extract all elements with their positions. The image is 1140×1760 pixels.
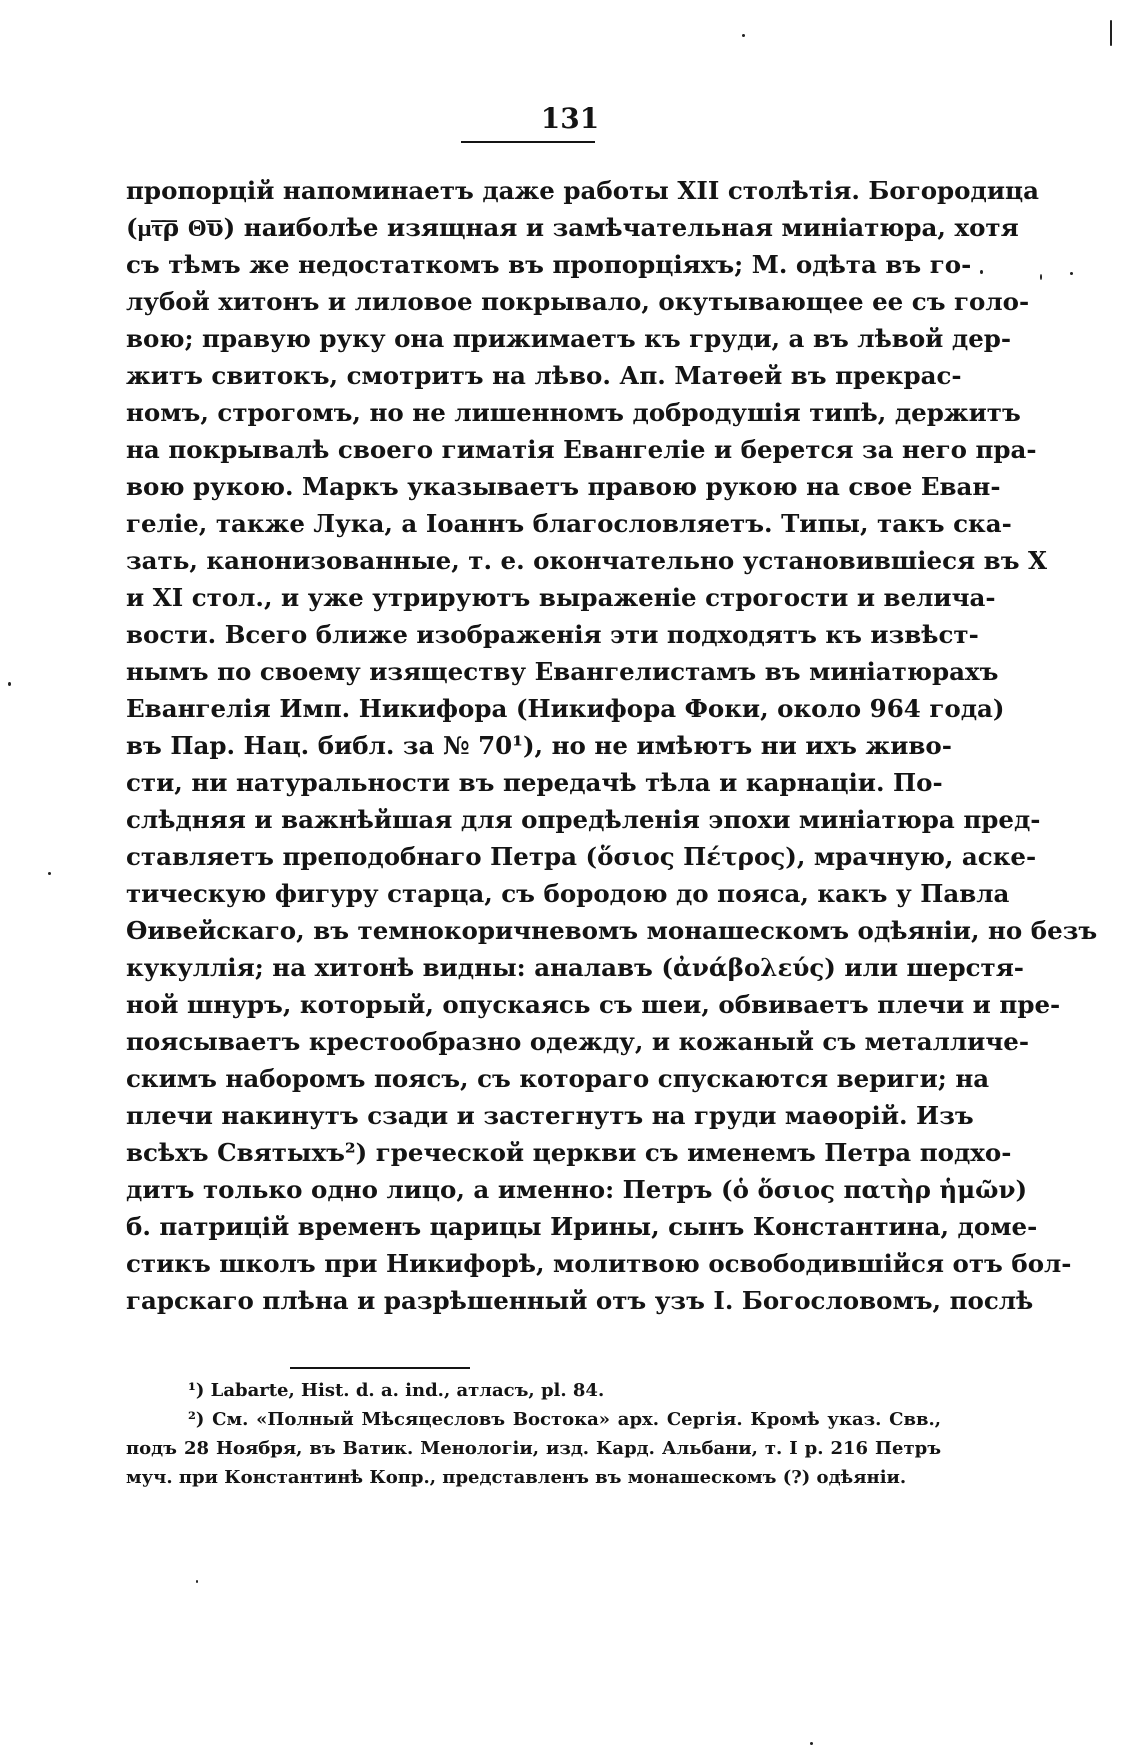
body-line: (μ͞τ͞ρ Θ͞υ) наиболѣе изящная и замѣчательная миніатюра, хотя: [126, 213, 1019, 242]
scan-speck: [48, 872, 51, 875]
body-line: на покрывалѣ своего гиматія Евангеліе и берется за него пра-: [126, 435, 1037, 464]
body-line: житъ свитокъ, смотритъ на лѣво. Ап. Матѳей въ прекрас-: [126, 361, 962, 390]
scan-speck: [8, 682, 11, 686]
scan-speck: [980, 270, 983, 274]
body-line: тическую фигуру старца, съ бородою до пояса, какъ у Павла: [126, 879, 1010, 908]
page-number-underline: [461, 141, 595, 143]
page-number: 131: [540, 102, 600, 135]
body-line: гарскаго плѣна и разрѣшенный отъ узъ І. Богословомъ, послѣ: [126, 1286, 1034, 1315]
scan-speck: [1040, 274, 1042, 280]
body-line: всѣхъ Святыхъ²) греческой церкви съ именемъ Петра подхо-: [126, 1138, 1012, 1167]
body-line: и XI стол., и уже утрируютъ выраженіе строгости и велича-: [126, 583, 996, 612]
body-line: пропорцій напоминаетъ даже работы XII столѣтія. Богородица: [126, 176, 1039, 205]
footnote-2-continued: подъ 28 Ноября, въ Ватик. Менологіи, изд. Кард. Альбани, т. I р. 216 Петръ: [126, 1438, 941, 1459]
body-line: геліе, также Лука, а Іоаннъ благословляетъ. Типы, такъ ска-: [126, 509, 1012, 538]
scan-speck: [1110, 20, 1112, 46]
body-line: плечи накинутъ сзади и застегнутъ на груди маѳорій. Изъ: [126, 1101, 974, 1130]
body-line: кукуллія; на хитонѣ видны: аналавъ (ἀνάβολεύς) или шерстя-: [126, 953, 1024, 982]
scan-speck: [810, 1742, 813, 1745]
body-line: лубой хитонъ и лиловое покрывало, окутывающее ее съ голо-: [126, 287, 1030, 316]
body-line: стикъ школъ при Никифорѣ, молитвою освободившійся отъ бол-: [126, 1249, 1072, 1278]
body-line: зать, канонизованные, т. е. окончательно установившіеся въ X: [126, 546, 1048, 575]
body-line: номъ, строгомъ, но не лишенномъ добродушія типѣ, держитъ: [126, 398, 1021, 427]
scan-speck: [1070, 272, 1073, 275]
scan-speck: [742, 34, 745, 37]
footnote-2: ²) См. «Полный Мѣсяцесловъ Востока» арх. Сергія. Кромѣ указ. Свв.,: [188, 1409, 941, 1430]
footnote-2-continued: муч. при Константинѣ Копр., представленъ въ монашескомъ (?) одѣяніи.: [126, 1467, 907, 1488]
body-line: Евангелія Имп. Никифора (Никифора Фоки, около 964 года): [126, 694, 1005, 723]
body-line: сти, ни натуральности въ передачѣ тѣла и карнаціи. По-: [126, 768, 943, 797]
footnote-1: ¹) Labarte, Hist. d. a. ind., атласъ, pl. 84.: [188, 1380, 605, 1401]
body-line: въ Пар. Нац. библ. за № 70¹), но не имѣютъ ни ихъ живо-: [126, 731, 952, 760]
body-line: ставляетъ преподобнаго Петра (ὅσιος Πέτρος), мрачную, аске-: [126, 842, 1037, 871]
body-line: б. патрицій временъ царицы Ирины, сынъ Константина, доме-: [126, 1212, 1038, 1241]
body-line: поясываетъ крестообразно одежду, и кожаный съ металличе-: [126, 1027, 1030, 1056]
body-line: вости. Всего ближе изображенія эти подходятъ къ извѣст-: [126, 620, 979, 649]
body-line: скимъ наборомъ поясъ, съ котораго спускаются вериги; на: [126, 1064, 990, 1093]
body-line: вою; правую руку она прижимаетъ къ груди, а въ лѣвой дер-: [126, 324, 1012, 353]
body-line: вою рукою. Маркъ указываетъ правою рукою на свое Еван-: [126, 472, 1001, 501]
body-line: съ тѣмъ же недостаткомъ въ пропорціяхъ; М. одѣта въ го-: [126, 250, 972, 279]
body-line: ной шнуръ, который, опускаясь съ шеи, обвиваетъ плечи и пре-: [126, 990, 1061, 1019]
body-line: дитъ только одно лицо, а именно: Петръ (ὁ ὅσιος πατὴρ ἡμῶν): [126, 1175, 1028, 1204]
body-text: [126, 172, 1098, 1319]
body-line: Ѳивейскаго, въ темнокоричневомъ монашескомъ одѣяніи, но безъ: [126, 916, 1098, 945]
body-line: слѣдняя и важнѣйшая для опредѣленія эпохи миніатюра пред-: [126, 805, 1041, 834]
footnote-separator: [290, 1367, 470, 1369]
footnotes: [126, 1376, 941, 1492]
body-line: нымъ по своему изяществу Евангелистамъ въ миніатюрахъ: [126, 657, 999, 686]
scan-speck: [196, 1580, 198, 1583]
